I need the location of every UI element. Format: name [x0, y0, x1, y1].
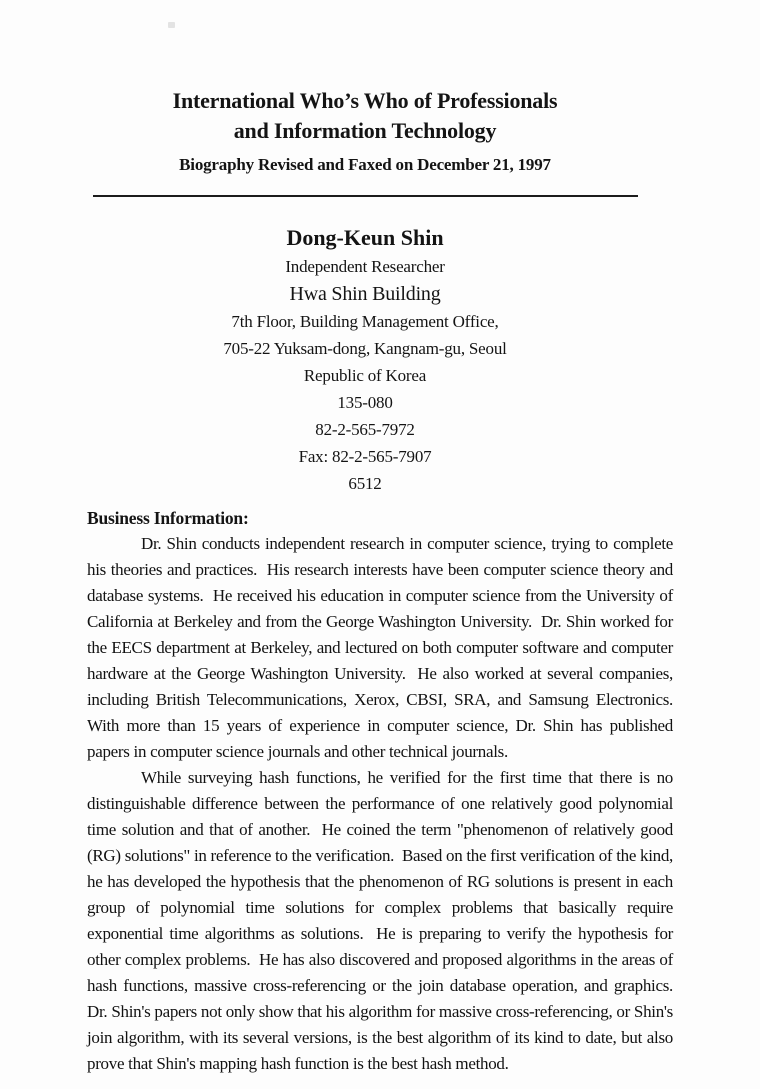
address-line-1: 7th Floor, Building Management Office, [231, 312, 499, 331]
country: Republic of Korea [303, 366, 427, 385]
revision-subtitle: Biography Revised and Faxed on December 21, 1997 [179, 155, 551, 174]
business-paragraph-1: Dr. Shin conducts independent research in computer science, trying to complete his theories and practices. His research interests have been computer science theory and database systems. He received his education in computer science from the University of California at Berkeley and from the George Washington University. Dr. Shin worked for the EECS department at Berkeley, and lectured on both computer software and computer hardware at the George Washington University. He also worked at several companies, including British Telecommunications, Xerox, CBSI, SRA, and Samsung Electronics. With more than 15 years of experience in computer science, Dr. Shin has published papers in computer science journals and other technical journals. [87, 534, 681, 761]
scan-artifact [168, 22, 175, 28]
address-line-2: 705-22 Yuksam-dong, Kangnam-gu, Seoul [223, 339, 507, 358]
business-information-section [87, 505, 681, 1077]
business-information-heading: Business Information: [87, 508, 249, 528]
page-title-line-1: International Who’s Who of Professionals [172, 88, 558, 113]
postal-code: 135-080 [337, 393, 393, 412]
business-paragraph-2: While surveying hash functions, he verified for the first time that there is no distinguishable difference between the performance of one relatively good polynomial time solution and that of another. He coined the term "phenomenon of relatively good (RG) solutions" in reference to the verification. Based on the first verification of the kind, he has developed the hypothesis that the phenomenon of RG solutions is present in each group of polynomial time solutions for complex problems that basically require exponential time algorithms as solutions. He is preparing to verify the hypothesis for other complex problems. He has also discovered and proposed algorithms in the areas of hash functions, massive cross-referencing or the join database operation, and graphics. Dr. Shin's papers not only show that his algorithm for massive cross-referencing, or Shin's join algorithm, with its several versions, is the best algorithm of its kind to date, but also prove that Shin's mapping hash function is the best hash method. [87, 768, 681, 1073]
page-title-line-2: and Information Technology [233, 118, 497, 143]
person-name: Dong-Keun Shin [286, 225, 444, 250]
phone-number: 82-2-565-7972 [315, 420, 415, 439]
divider-rule [93, 195, 638, 197]
contact-block [87, 223, 643, 497]
reference-code: 6512 [348, 474, 382, 493]
person-role: Independent Researcher [285, 257, 445, 276]
building-name: Hwa Shin Building [289, 283, 441, 305]
fax-number: Fax: 82-2-565-7907 [298, 447, 432, 466]
